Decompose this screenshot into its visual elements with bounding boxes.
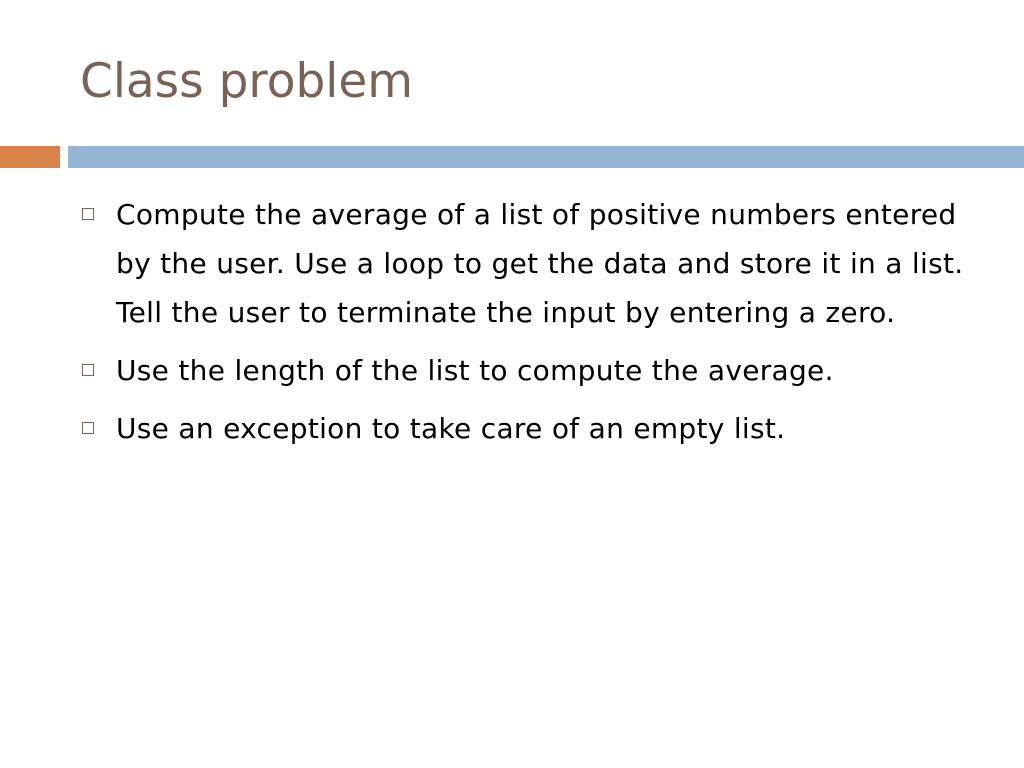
bullet-item (82, 190, 982, 337)
bullet-text: Use an exception to take care of an empty list. (116, 412, 786, 445)
accent-bar-orange (0, 146, 60, 168)
bullet-item (82, 404, 982, 453)
bullet-text: Use the length of the list to compute the average. (116, 354, 834, 387)
bullet-text: Compute the average of a list of positive numbers entered by the user. Use a loop to get the data and store it in a list. Tell the user to terminate the input by entering a zero. (116, 198, 964, 329)
hollow-square-icon (82, 364, 94, 376)
hollow-square-icon (82, 422, 94, 434)
bullet-item (82, 346, 982, 395)
hollow-square-icon (82, 208, 94, 220)
accent-bar-blue (68, 146, 1024, 168)
slide-title: Class problem (80, 54, 414, 109)
bullet-list (82, 190, 982, 462)
